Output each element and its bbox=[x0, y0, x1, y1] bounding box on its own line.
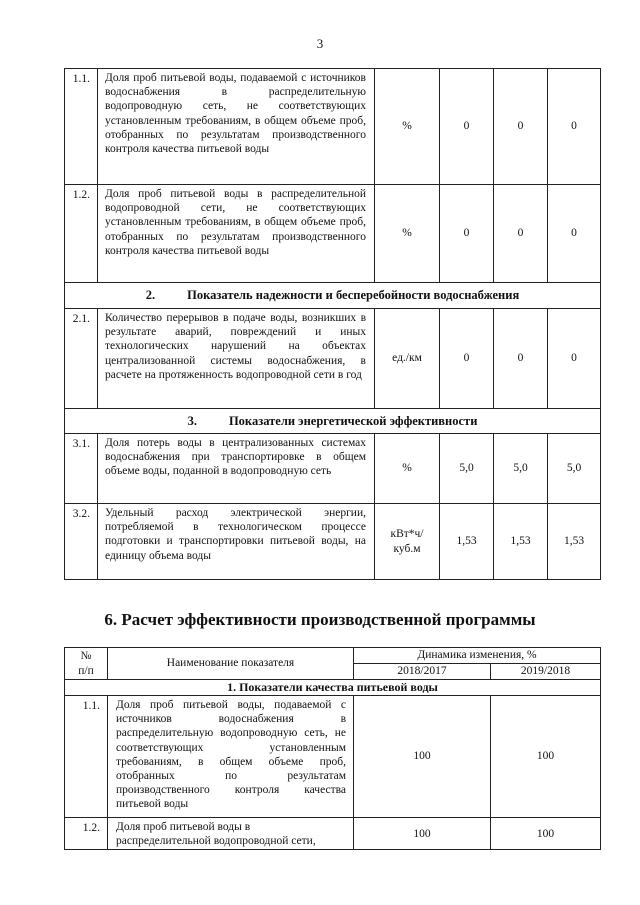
indicator-name: Доля проб питьевой воды в распределительной водопроводной сети, bbox=[108, 818, 354, 850]
indicators-table bbox=[64, 68, 601, 580]
table-row bbox=[65, 504, 601, 580]
section-index: 3. bbox=[187, 413, 197, 428]
header-year: 2018/2017 bbox=[354, 664, 491, 680]
header-dynamics: Динамика изменения, % bbox=[354, 648, 601, 664]
unit-cell: % bbox=[375, 434, 440, 504]
table-row bbox=[65, 69, 601, 185]
row-number: 2.1. bbox=[65, 309, 98, 409]
header-number-line: № bbox=[80, 650, 92, 663]
section-title: 1. Показатели качества питьевой воды bbox=[65, 680, 601, 696]
section-row bbox=[65, 680, 601, 696]
value-cell: 1,53 bbox=[548, 504, 601, 580]
header-row bbox=[65, 648, 601, 664]
value-cell: 100 bbox=[491, 696, 601, 818]
table-row bbox=[65, 696, 601, 818]
page-number: 3 bbox=[316, 36, 324, 51]
value-cell: 1,53 bbox=[440, 504, 494, 580]
value-cell: 0 bbox=[494, 309, 548, 409]
row-number: 1.2. bbox=[65, 818, 108, 850]
indicator-name: Количество перерывов в подаче воды, возникших в результате аварий, повреждений и иных технологических нарушений на объектах централизованной системы водоснабжения, в расчете на протяженность водопроводной сети в год bbox=[98, 309, 375, 409]
header-number bbox=[65, 648, 108, 680]
row-number: 1.2. bbox=[65, 185, 98, 283]
unit-cell: ед./км bbox=[375, 309, 440, 409]
section-title bbox=[65, 409, 601, 434]
indicator-name: Удельный расход электрической энергии, потребляемой в технологическом процессе подготовки и транспортировки питьевой воды, на единицу объема воды bbox=[98, 504, 375, 580]
row-number: 1.1. bbox=[65, 69, 98, 185]
value-cell: 0 bbox=[440, 69, 494, 185]
table-row bbox=[65, 818, 601, 850]
efficiency-table bbox=[64, 647, 601, 850]
table-row bbox=[65, 185, 601, 283]
unit-cell bbox=[375, 504, 440, 580]
value-cell: 0 bbox=[548, 185, 601, 283]
section-index: 2. bbox=[145, 288, 156, 303]
value-cell: 100 bbox=[491, 818, 601, 850]
value-cell: 5,0 bbox=[440, 434, 494, 504]
section-text: Показатели энергетической эффективности bbox=[228, 413, 478, 428]
value-cell: 0 bbox=[548, 309, 601, 409]
section-text: Показатель надежности и бесперебойности водоснабжения bbox=[187, 288, 520, 303]
value-cell: 100 bbox=[354, 696, 491, 818]
table-row bbox=[65, 434, 601, 504]
row-number: 3.2. bbox=[65, 504, 98, 580]
value-cell: 0 bbox=[440, 309, 494, 409]
indicator-name: Доля проб питьевой воды, подаваемой с источников водоснабжения в распределительную водопроводную сеть, не соответствующих установленным требованиям, в общем объеме проб, отобранных по результатам производственного контроля качества питьевой воды bbox=[108, 696, 354, 818]
row-number: 3.1. bbox=[65, 434, 98, 504]
section-heading: 6. Расчет эффективности производственной программы bbox=[104, 610, 536, 629]
value-cell: 0 bbox=[440, 185, 494, 283]
section-row bbox=[65, 283, 601, 309]
unit-line: куб.м bbox=[393, 542, 421, 555]
header-number-line: п/п bbox=[78, 664, 94, 677]
indicator-name: Доля проб питьевой воды в распределительной водопроводной сети, не соответствующих установленным требованиям, в общем объеме проб, отобранных по результатам производственного контроля качества питьевой воды bbox=[98, 185, 375, 283]
section-title bbox=[65, 283, 601, 309]
value-cell: 0 bbox=[548, 69, 601, 185]
indicator-name: Доля проб питьевой воды, подаваемой с источников водоснабжения в распределительную водопроводную сеть, не соответствующих установленным требованиям, в общем объеме проб, отобранных по результатам производственного контроля качества питьевой воды bbox=[98, 69, 375, 185]
row-number: 1.1. bbox=[65, 696, 108, 818]
unit-cell: % bbox=[375, 185, 440, 283]
indicator-name: Доля потерь воды в централизованных системах водоснабжения при транспортировке в общем объеме воды, поданной в водопроводную сеть bbox=[98, 434, 375, 504]
header-year: 2019/2018 bbox=[491, 664, 601, 680]
value-cell: 0 bbox=[494, 185, 548, 283]
value-cell: 1,53 bbox=[494, 504, 548, 580]
unit-cell: % bbox=[375, 69, 440, 185]
unit-line: кВт*ч/ bbox=[390, 528, 424, 541]
section-row bbox=[65, 409, 601, 434]
value-cell: 5,0 bbox=[494, 434, 548, 504]
header-name: Наименование показателя bbox=[108, 648, 354, 680]
value-cell: 5,0 bbox=[548, 434, 601, 504]
value-cell: 100 bbox=[354, 818, 491, 850]
value-cell: 0 bbox=[494, 69, 548, 185]
table-row bbox=[65, 309, 601, 409]
